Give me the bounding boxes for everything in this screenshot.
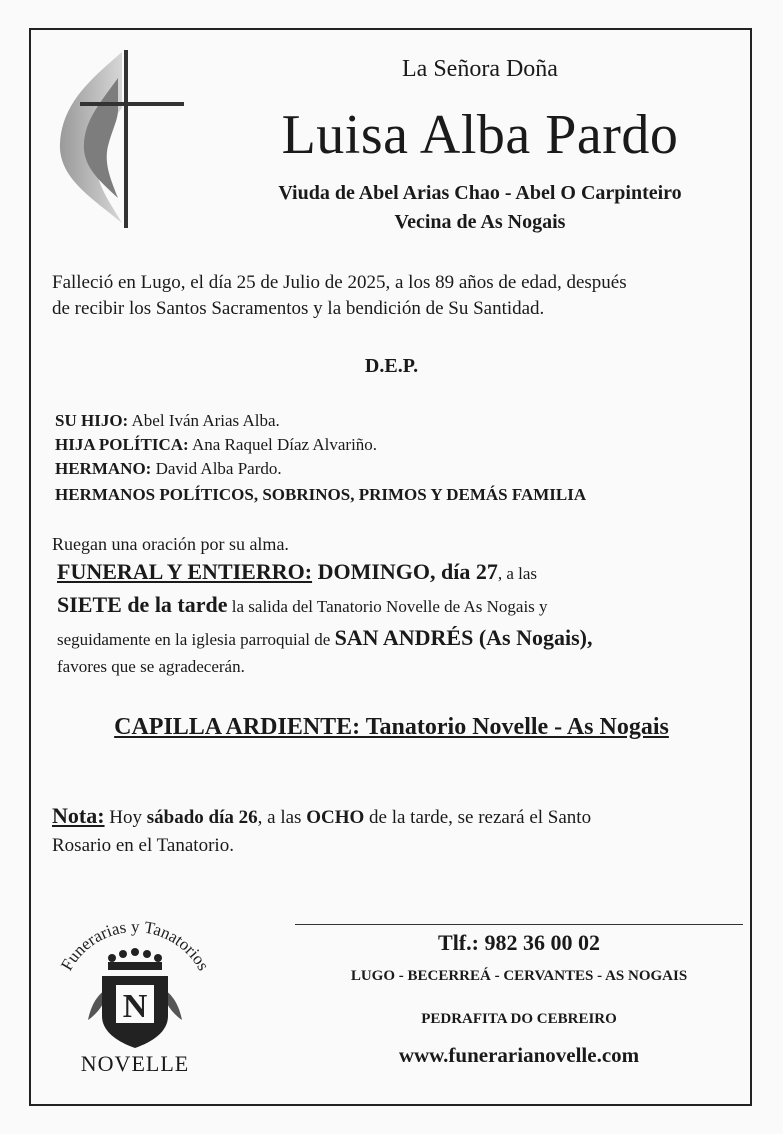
funeral-line [57,657,757,677]
phone: Tlf.: 982 36 00 02 [438,930,600,955]
funeral-text: , a las [497,564,538,583]
family-value: Ana Raquel Díaz Alvariño. [188,435,378,454]
funeral-text: la salida del Tanatorio Novelle de As Nogais y [227,597,548,616]
family-row [55,433,755,457]
cities: LUGO - BECERREÁ - CERVANTES - AS NOGAIS [350,968,688,984]
dep-text: D.E.P. [364,355,419,377]
nota [52,802,752,860]
nota-text: , a las [257,807,307,828]
family-row [55,457,755,481]
family-label: HERMANOS POLÍTICOS, SOBRINOS, PRIMOS Y DEMÁS FAMILIA [55,485,587,504]
nota-text: Hoy [104,807,147,828]
nota-day: sábado día 26 [146,807,258,828]
funeral-line [57,559,757,585]
nota-label: Nota: [52,803,105,828]
website: www.funerarianovelle.com [398,1043,640,1067]
pedrafita: PEDRAFITA DO CEBREIRO [421,1011,617,1027]
funeral-day: DOMINGO, día 27 [312,559,498,584]
resident-line: Vecina de As Nogais [394,211,566,233]
announcement-line: Falleció en Lugo, el día 25 de Julio de 2025, a los 89 años de edad, después [52,272,627,293]
nota-text: de la tarde, se rezará el Santo [364,807,592,828]
family-value: Abel Iván Arias Alba. [128,411,280,430]
family-label: SU HIJO: [55,411,129,430]
nota-line [52,802,752,832]
deceased-name: Luisa Alba Pardo [281,104,679,166]
widow-line: Viuda de Abel Arias Chao - Abel O Carpinteiro [278,182,682,204]
family-label: HIJA POLÍTICA: [55,435,189,454]
logo-letter: N [122,988,148,1025]
footer-divider [295,924,743,925]
funeral-line [57,625,757,651]
announcement [52,270,732,322]
intro-line: La Señora Doña [402,56,558,82]
funeral-time: SIETE de la tarde [57,592,228,617]
logo-arc-text: Funerarias y Tanatorios [56,920,214,974]
family-label: HERMANO: [55,459,152,478]
funeral-text: seguidamente en la iglesia parroquial de [57,630,335,649]
family-value: David Alba Pardo. [151,459,282,478]
cross-icon [52,48,188,236]
family-row [55,409,755,433]
church-name: SAN ANDRÉS (As Nogais), [334,625,593,650]
family-row [55,483,755,507]
funeral-line [57,592,757,618]
announcement-line: de recibir los Santos Sacramentos y la bendición de Su Santidad. [52,298,545,319]
funeral-text: favores que se agradecerán. [57,657,245,676]
nota-line: Rosario en el Tanatorio. [52,835,234,856]
prayer-request: Ruegan una oración por su alma. [52,534,289,554]
capilla-ardiente: CAPILLA ARDIENTE: Tanatorio Novelle - As Nogais [114,714,669,740]
nota-time: OCHO [306,807,365,828]
logo-word: NOVELLE [80,1051,190,1076]
funeral-label: FUNERAL Y ENTIERRO: [57,559,313,584]
